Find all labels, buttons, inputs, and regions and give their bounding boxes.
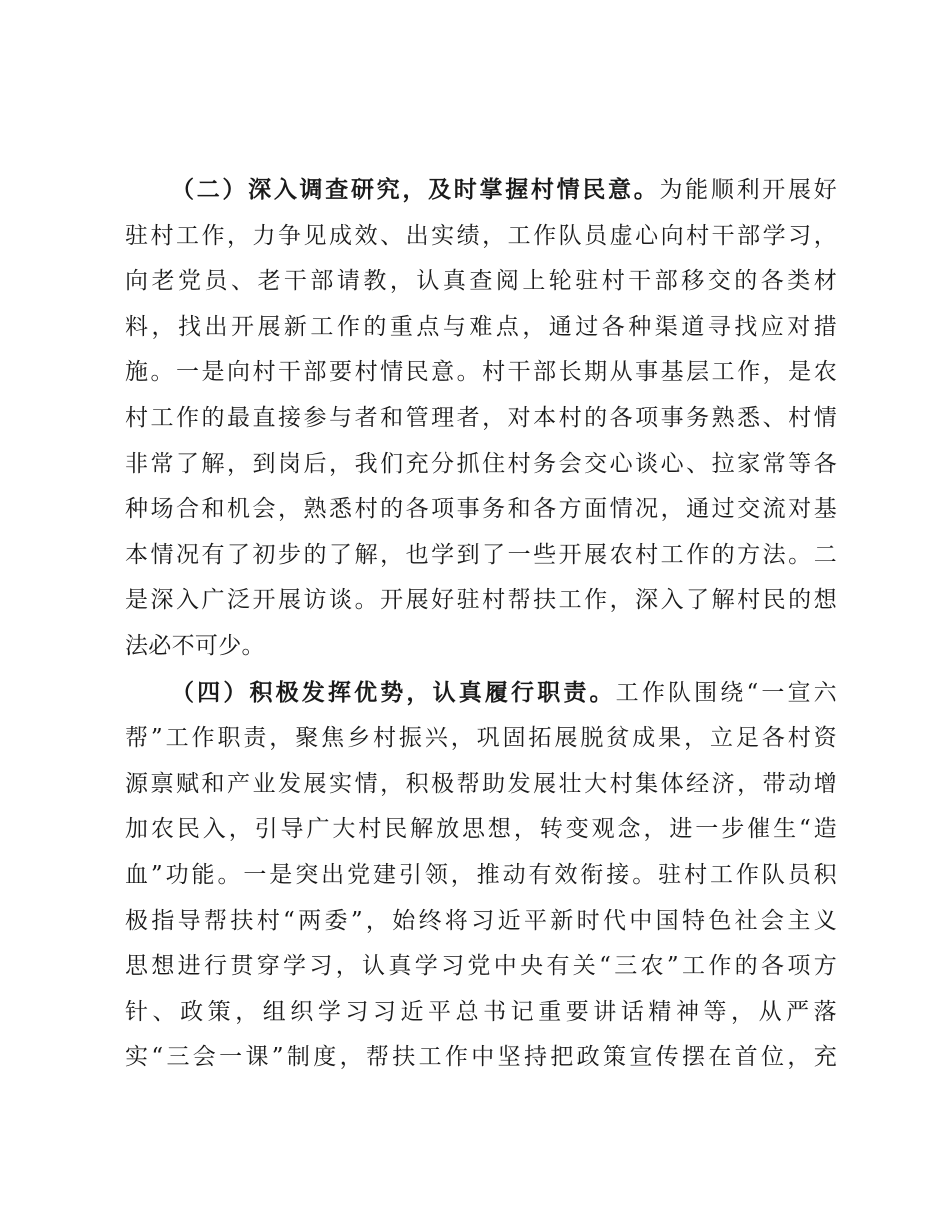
paragraph-line: 源禀赋和产业发展实情，积极帮助发展壮大村集体经济，带动增 xyxy=(125,770,837,797)
line-text: 为能顺利开展好 xyxy=(659,177,837,203)
paragraph-line: 加农民入，引导广大村民解放思想，转变观念，进一步催生“造 xyxy=(125,816,837,843)
paragraph-line xyxy=(125,670,837,717)
paragraph-line: 针、政策，组织学习习近平总书记重要讲话精神等，从严落 xyxy=(125,998,837,1025)
paragraph-line: 极指导帮扶村“两委”，始终将习近平新时代中国特色社会主义 xyxy=(125,907,837,934)
paragraph-line: 种场合和机会，熟悉村的各项事务和各方面情况，通过交流对基 xyxy=(125,496,837,523)
paragraph-line xyxy=(125,167,837,214)
paragraph-4 xyxy=(125,670,837,1081)
section-heading: （四）积极发挥优势，认真履行职责。 xyxy=(171,678,616,706)
paragraph-line: 思想进行贯穿学习，认真学习党中央有关“三农”工作的各项方 xyxy=(125,953,837,980)
paragraph-line: 实“三会一课”制度，帮扶工作中坚持把政策宣传摆在首位，充 xyxy=(125,1044,837,1071)
paragraph-line: 帮”工作职责，聚焦乡村振兴，巩固拓展脱贫成果，立足各村资 xyxy=(125,725,837,752)
section-heading: （二）深入调查研究，及时掌握村情民意。 xyxy=(171,176,660,203)
paragraph-line: 本情况有了初步的了解，也学到了一些开展农村工作的方法。二 xyxy=(125,541,837,568)
paragraph-line: 非常了解，到岗后，我们充分抓住村务会交心谈心、拉家常等各 xyxy=(125,450,837,477)
paragraph-line: 料，找出开展新工作的重点与难点，通过各种渠道寻找应对措 xyxy=(125,313,837,340)
document-body xyxy=(125,167,837,1081)
paragraph-line: 驻村工作，力争见成效、出实绩，工作队员虚心向村干部学习， xyxy=(125,222,837,249)
paragraph-line: 施。一是向村干部要村情民意。村干部长期从事基层工作，是农 xyxy=(125,359,837,386)
paragraph-line: 血”功能。一是突出党建引领，推动有效衔接。驻村工作队员积 xyxy=(125,861,837,888)
paragraph-line: 法必不可少。 xyxy=(125,632,265,659)
paragraph-line: 向老党员、老干部请教，认真查阅上轮驻村干部移交的各类材 xyxy=(125,268,837,295)
line-text: 工作队围绕“一宣六 xyxy=(615,679,837,706)
paragraph-2 xyxy=(125,167,837,670)
paragraph-line: 村工作的最直接参与者和管理者，对本村的各项事务熟悉、村情 xyxy=(125,404,837,431)
paragraph-line: 是深入广泛开展访谈。开展好驻村帮扶工作，深入了解村民的想 xyxy=(125,587,837,614)
